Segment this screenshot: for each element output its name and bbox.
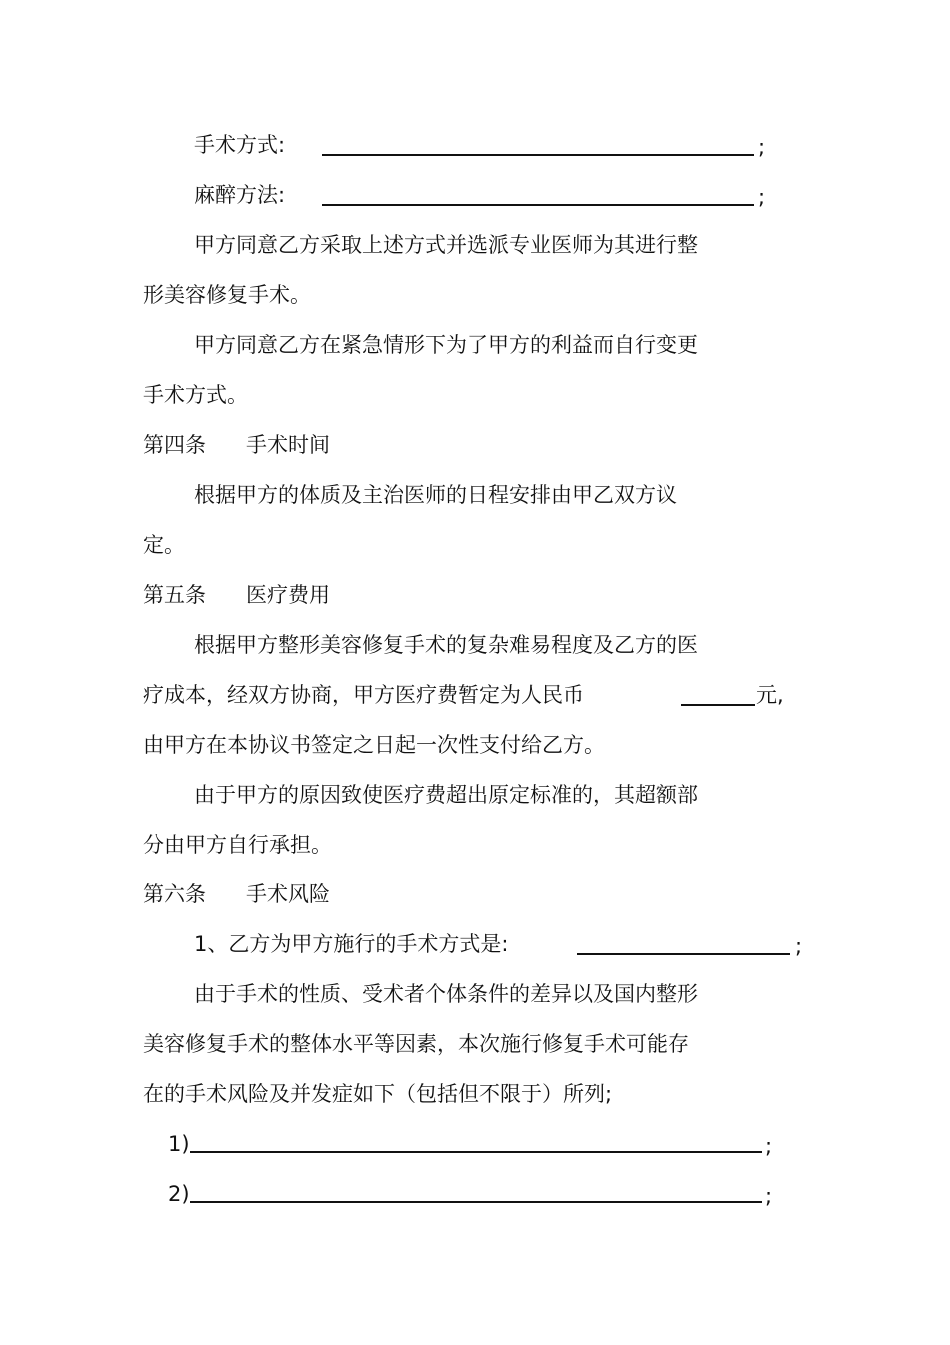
risk-item-2-semicolon: ; [765,1184,773,1208]
fee-amount-blank[interactable] [681,704,755,706]
excess-line-2: 分由甲方自行承担。 [143,833,332,857]
excess-line-1: 由于甲方的原因致使医疗费超出原定标准的，其超额部 [194,783,698,807]
article-6-title: 手术风险 [246,882,330,906]
item-1-blank[interactable] [577,953,790,955]
risk-item-2-label: 2) [168,1182,190,1206]
article-6-number: 第六条 [143,882,206,906]
consent-2-line-2: 手术方式。 [143,383,248,407]
consent-1-line-1: 甲方同意乙方采取上述方式并选派专业医师为其进行整 [194,233,698,257]
risk-item-1-blank[interactable] [190,1151,762,1153]
fee-line-3: 由甲方在本协议书签定之日起一次性支付给乙方。 [143,733,605,757]
item-1-text: 1、乙方为甲方施行的手术方式是: [194,932,509,956]
article-4-number: 第四条 [143,433,206,457]
article-5-number: 第五条 [143,583,206,607]
risk-item-2-blank[interactable] [190,1201,762,1203]
risk-line-3: 在的手术风险及并发症如下（包括但不限于）所列; [143,1082,613,1106]
risk-line-2: 美容修复手术的整体水平等因素，本次施行修复手术可能存 [143,1032,689,1056]
article-4-title: 手术时间 [246,433,330,457]
fee-line-2: 疗成本，经双方协商，甲方医疗费暂定为人民币 [143,683,584,707]
anesthesia-blank[interactable] [322,204,754,206]
surgery-method-label: 手术方式: [194,133,286,157]
time-line-1: 根据甲方的体质及主治医师的日程安排由甲乙双方议 [194,483,677,507]
consent-1-line-2: 形美容修复手术。 [143,283,311,307]
risk-item-1-label: 1) [168,1132,190,1156]
fee-line-1: 根据甲方整形美容修复手术的复杂难易程度及乙方的医 [194,633,698,657]
risk-line-1: 由于手术的性质、受术者个体条件的差异以及国内整形 [194,982,698,1006]
item-1-semicolon: ; [795,934,803,958]
anesthesia-semicolon: ; [758,185,766,209]
fee-unit: 元, [756,683,784,707]
surgery-method-blank[interactable] [322,154,754,156]
risk-item-1-semicolon: ; [765,1134,773,1158]
article-5-title: 医疗费用 [246,583,330,607]
consent-2-line-1: 甲方同意乙方在紧急情形下为了甲方的利益而自行变更 [194,333,698,357]
surgery-method-semicolon: ; [758,135,766,159]
anesthesia-label: 麻醉方法: [194,183,286,207]
time-line-2: 定。 [143,533,185,557]
